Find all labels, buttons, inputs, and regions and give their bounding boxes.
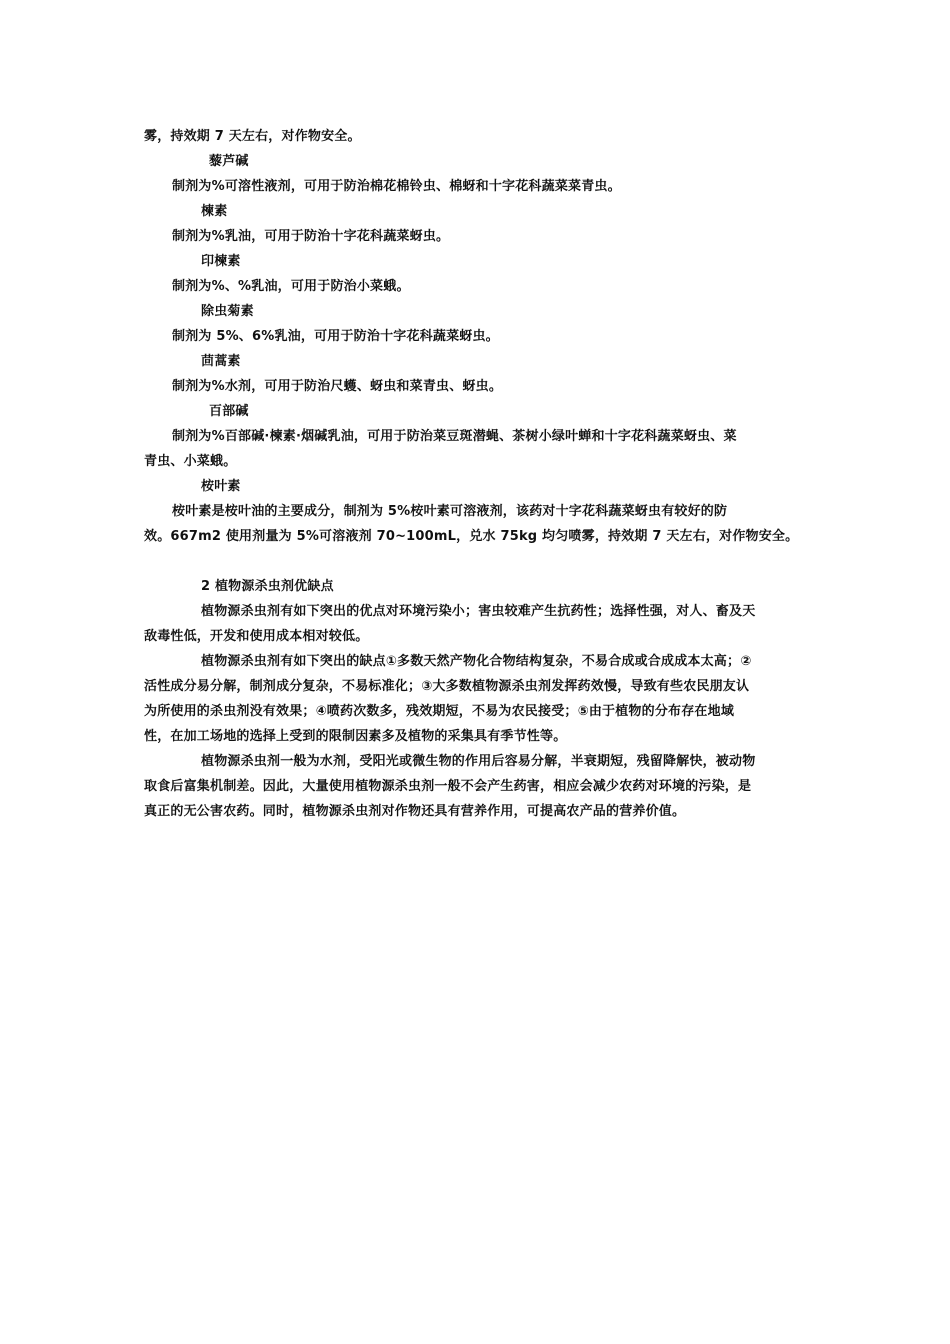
paragraph-stemonine-line-2: 青虫、小菜蛾。 <box>144 454 237 469</box>
paragraph-degradation-line-3: 真正的无公害农药。同时，植物源杀虫剂对作物还具有营养作用，可提高农产品的营养价值。 <box>144 804 686 819</box>
paragraph-eucalyptol-line-1: 桉叶素是桉叶油的主要成分，制剂为 5%桉叶素可溶液剂，该药对十字花科蔬菜蚜虫有较好的防 <box>172 504 728 519</box>
paragraph-advantages-line-2: 敌毒性低，开发和使用成本相对较低。 <box>144 629 369 644</box>
heading-artemisia: 茴蒿素 <box>201 354 241 369</box>
paragraph-eucalyptol-line-2: 效。667m2 使用剂量为 5%可溶液剂 70~100mL，兑水 75kg 均匀喷雾，持效期 7 天左右，对作物安全。 <box>144 529 799 544</box>
paragraph-toosendanin: 制剂为%乳油，可用于防治十字花科蔬菜蚜虫。 <box>172 229 450 244</box>
paragraph-artemisia: 制剂为%水剂，可用于防治尺蠖、蚜虫和菜青虫、蚜虫。 <box>172 379 503 394</box>
heading-azadirachtin: 印楝素 <box>201 254 241 269</box>
paragraph-advantages-line-1: 植物源杀虫剂有如下突出的优点对环境污染小；害虫较难产生抗药性；选择性强，对人、畜及天 <box>201 604 756 619</box>
paragraph-veratrine: 制剂为%可溶性液剂，可用于防治棉花棉铃虫、棉蚜和十字花科蔬菜菜青虫。 <box>172 179 621 194</box>
paragraph-degradation-line-1: 植物源杀虫剂一般为水剂，受阳光或微生物的作用后容易分解，半衰期短，残留降解快，被动物 <box>201 754 756 769</box>
paragraph-pyrethrin: 制剂为 5%、6%乳油，可用于防治十字花科蔬菜蚜虫。 <box>172 329 499 344</box>
paragraph-stemonine-line-1: 制剂为%百部碱·楝素·烟碱乳油，可用于防治菜豆斑潜蝇、茶树小绿叶蝉和十字花科蔬菜蚜虫、菜 <box>172 429 737 444</box>
continuation-line: 雾，持效期 7 天左右，对作物安全。 <box>144 129 361 144</box>
paragraph-disadvantages-line-1: 植物源杀虫剂有如下突出的缺点①多数天然产物化合物结构复杂，不易合成或合成成本太高；② <box>201 654 752 669</box>
paragraph-degradation-line-2: 取食后富集机制差。因此，大量使用植物源杀虫剂一般不会产生药害，相应会减少农药对环境的污染，是 <box>144 779 752 794</box>
section-heading-pros-cons: 2 植物源杀虫剂优缺点 <box>201 579 334 594</box>
paragraph-disadvantages-line-4: 性，在加工场地的选择上受到的限制因素多及植物的采集具有季节性等。 <box>144 729 567 744</box>
heading-veratrine: 藜芦碱 <box>209 154 249 169</box>
heading-toosendanin: 楝素 <box>201 204 228 219</box>
heading-stemonine: 百部碱 <box>209 404 249 419</box>
heading-eucalyptol: 桉叶素 <box>201 479 241 494</box>
heading-pyrethrin: 除虫菊素 <box>201 304 254 319</box>
paragraph-azadirachtin: 制剂为%、%乳油，可用于防治小菜蛾。 <box>172 279 410 294</box>
paragraph-disadvantages-line-2: 活性成分易分解，制剂成分复杂，不易标准化；③大多数植物源杀虫剂发挥药效慢，导致有些农民朋友认 <box>144 679 750 694</box>
paragraph-disadvantages-line-3: 为所使用的杀虫剂没有效果；④喷药次数多，残效期短，不易为农民接受；⑤由于植物的分布存在地域 <box>144 704 735 719</box>
